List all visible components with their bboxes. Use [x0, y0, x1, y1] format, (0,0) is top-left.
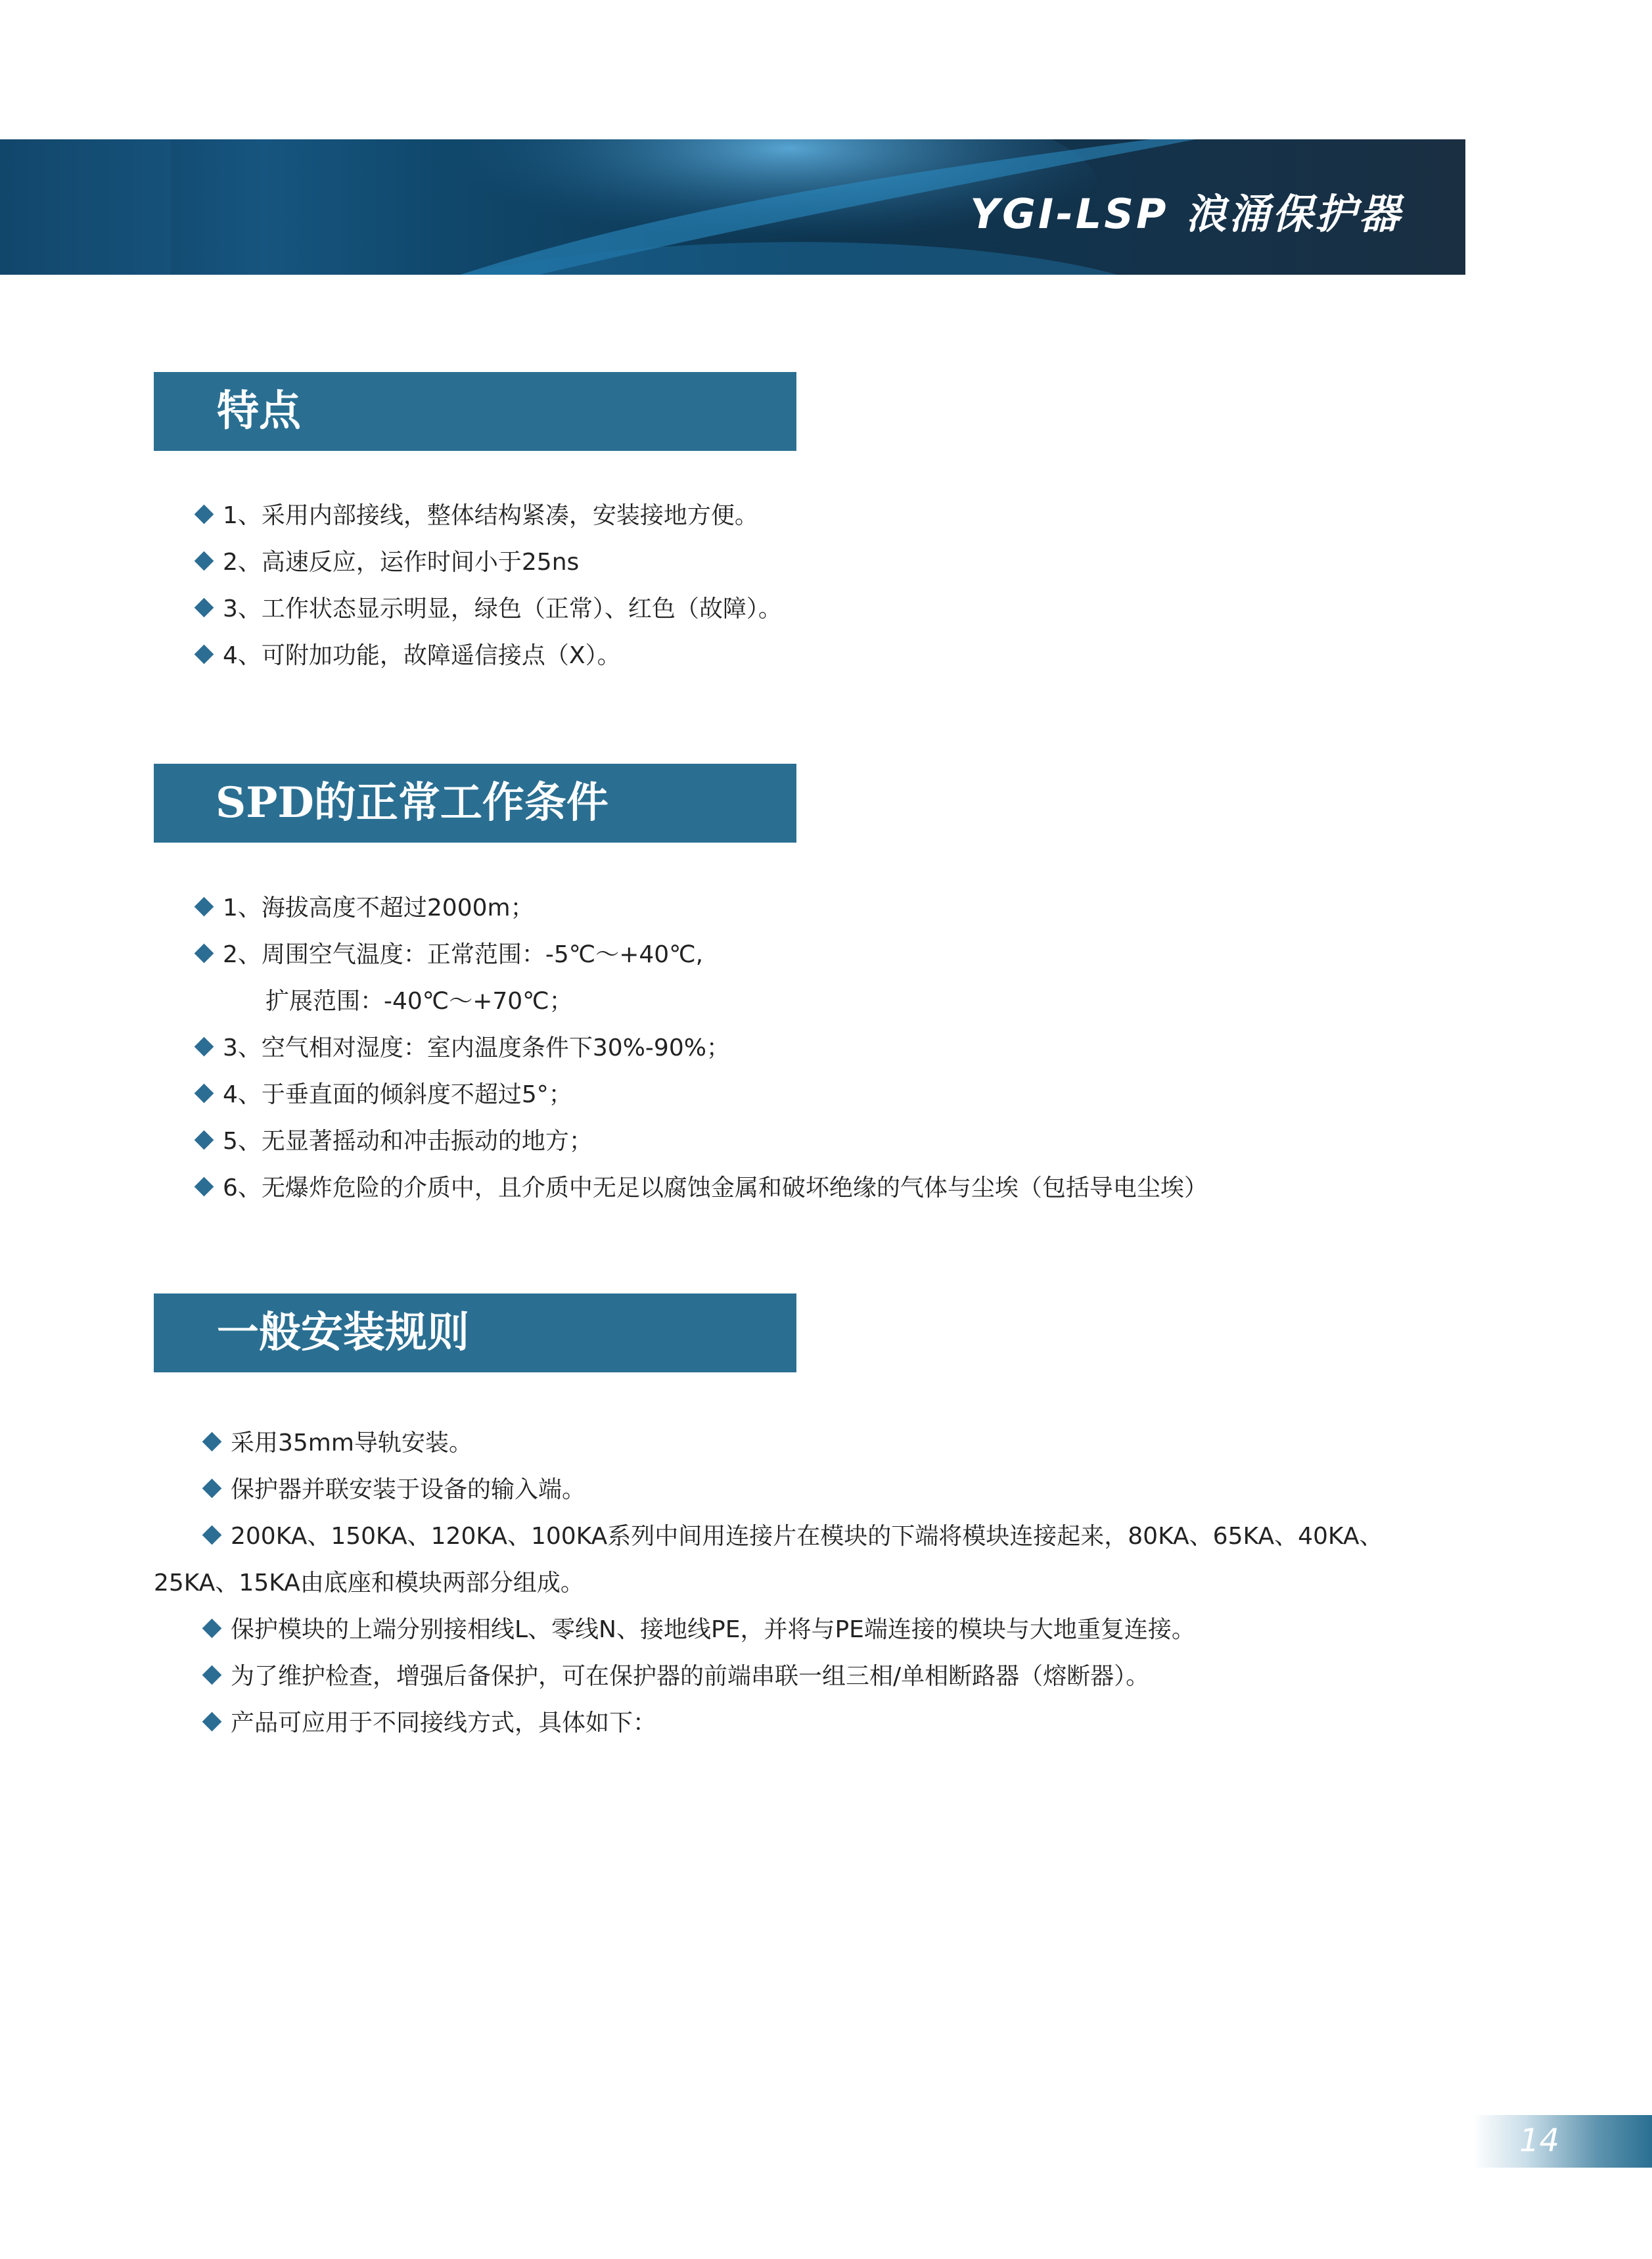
diamond-bullet-icon — [202, 1619, 222, 1639]
list-item: 2、高速反应，运作时间小于25ns — [197, 548, 579, 577]
diamond-bullet-icon — [202, 1432, 222, 1452]
list-item: 4、可附加功能，故障遥信接点（X）。 — [197, 641, 621, 670]
list-item: 3、工作状态显示明显，绿色（正常）、红色（故障）。 — [197, 595, 782, 624]
diamond-bullet-icon — [202, 1665, 222, 1685]
page-number: 14 — [1519, 2122, 1560, 2159]
list-item: 保护器并联安装于设备的输入端。 — [205, 1476, 585, 1504]
diamond-bullet-icon — [195, 944, 214, 964]
section-title-features: 特点 — [154, 372, 796, 451]
diamond-bullet-icon — [195, 551, 214, 571]
list-item: 1、采用内部接线，整体结构紧凑，安装接地方便。 — [197, 501, 758, 530]
list-item-continuation: 25KA、15KA由底座和模块两部分组成。 — [154, 1570, 584, 1596]
diamond-bullet-icon — [202, 1712, 222, 1732]
list-item: 6、无爆炸危险的介质中，且介质中无足以腐蚀金属和破坏绝缘的气体与尘埃（包括导电尘埃） — [197, 1174, 1208, 1203]
list-item: 5、无显著摇动和冲击振动的地方； — [197, 1127, 593, 1156]
diamond-bullet-icon — [195, 1130, 214, 1150]
section-title-operating-conditions: SPD的正常工作条件 — [154, 764, 796, 843]
list-item: 采用35mm导轨安装。 — [205, 1429, 472, 1458]
diamond-bullet-icon — [195, 897, 214, 917]
list-item: 产品可应用于不同接线方式，具体如下： — [205, 1709, 656, 1738]
section-title-installation-rules: 一般安装规则 — [154, 1293, 796, 1372]
diamond-bullet-icon — [195, 1177, 214, 1197]
header-banner — [0, 139, 1465, 275]
page-number-band — [1473, 2115, 1652, 2168]
list-item: 4、于垂直面的倾斜度不超过5°； — [197, 1081, 572, 1109]
diamond-bullet-icon — [202, 1525, 222, 1545]
diamond-bullet-icon — [195, 1084, 214, 1104]
list-item: 保护模块的上端分别接相线L、零线N、接地线PE，并将与PE端连接的模块与大地重复连接。 — [205, 1616, 1195, 1644]
list-item: 为了维护检查，增强后备保护，可在保护器的前端串联一组三相/单相断路器（熔断器）。 — [205, 1662, 1149, 1691]
list-item: 1、海拔高度不超过2000m； — [197, 894, 534, 923]
list-item-continuation: 扩展范围：-40℃～+70℃； — [265, 988, 573, 1015]
list-item: 3、空气相对湿度：室内温度条件下30%-90%； — [197, 1034, 730, 1063]
diamond-bullet-icon — [195, 505, 214, 524]
diamond-bullet-icon — [195, 645, 214, 664]
list-item: 200KA、150KA、120KA、100KA系列中间用连接片在模块的下端将模块连接起来，80KA、65KA、40KA、 — [205, 1522, 1383, 1551]
list-item: 2、周围空气温度：正常范围：-5℃～+40℃, — [197, 941, 703, 969]
document-header-title: YGI-LSP 浪涌保护器 — [970, 190, 1402, 238]
diamond-bullet-icon — [195, 598, 214, 618]
diamond-bullet-icon — [195, 1037, 214, 1057]
diamond-bullet-icon — [202, 1479, 222, 1499]
